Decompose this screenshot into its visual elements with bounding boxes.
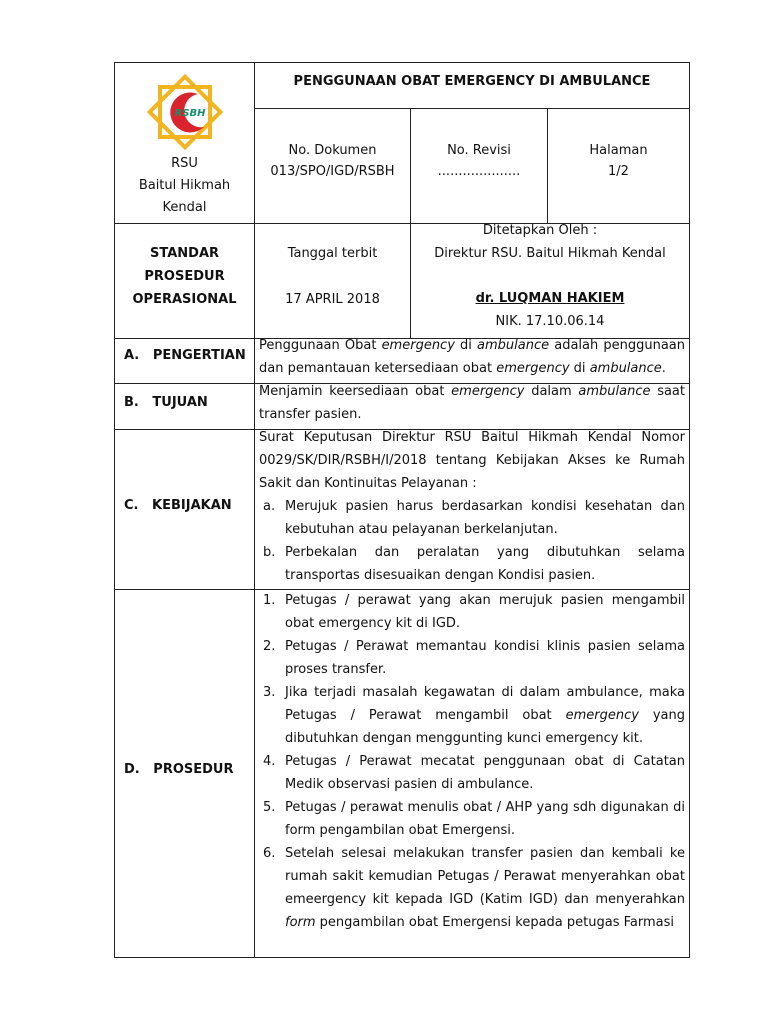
spo-line3: OPERASIONAL (132, 292, 237, 307)
section-a-content: Penggunaan Obat emergency di ambulance adalah penggunaan dan pemantauan ketersediaan obat emergency di ambulance. (259, 338, 685, 376)
revision-cell (411, 140, 547, 182)
logo-cell (115, 63, 254, 223)
spo-line2: PROSEDUR (144, 269, 225, 284)
issue-date-value: 17 APRIL 2018 (285, 292, 380, 307)
section-d-content (259, 589, 685, 934)
director-name: dr. LUQMAN HAKIEM (475, 291, 625, 306)
procedure-step-3: 3. Jika terjadi masalah kegawatan di dalam ambulance, maka Petugas / Perawat mengambil obat emergency yang dibutuhkan dengan menggunting kunci emergency kit. (263, 685, 685, 746)
policy-item-b: b. Perbekalan dan peralatan yang dibutuhkan selama transportas disesuaikan dengan Kondisi pasien. (263, 545, 685, 583)
approval-label: Ditetapkan Oleh : (482, 223, 598, 238)
policy-item-a: a. Merujuk pasien harus berdasarkan kondisi kesehatan dan kebutuhan atau pelayanan berkelanjutan. (263, 499, 685, 537)
section-b-content: Menjamin keersediaan obat emergency dalam ambulance saat transfer pasien. (259, 384, 685, 422)
doc-number-cell (255, 140, 410, 182)
spo-title-cell (115, 242, 254, 311)
director-nik: NIK. 17.10.06.14 (495, 314, 605, 329)
revision-label: No. Revisi (447, 143, 511, 158)
revision-value: .................... (437, 164, 521, 179)
org-name-line2: Baitul Hikmah (138, 178, 231, 193)
procedure-step-6: 6. Setelah selesai melakukan transfer pasien dan kembali ke rumah sakit kemudian Petugas / Perawat menyerahkan obat emeergency kit kepada IGD (Katim IGD) dan menyerahkan form pengambilan obat Emergensi kepada petugas Farmasi (263, 846, 685, 930)
procedure-step-5: 5. Petugas / perawat menulis obat / AHP yang sdh digunakan di form pengambilan obat Emergensi. (263, 800, 685, 838)
doc-number-label: No. Dokumen (288, 143, 377, 158)
org-name-line1: RSU (171, 156, 198, 171)
section-c-content (259, 426, 685, 587)
page-label: Halaman (589, 143, 648, 158)
doc-number-value: 013/SPO/IGD/RSBH (270, 164, 395, 179)
page-cell (548, 140, 689, 182)
spo-line1: STANDAR (149, 246, 220, 261)
page-value: 1/2 (608, 164, 629, 179)
director-title: Direktur RSU. Baitul Hikmah Kendal (434, 246, 666, 261)
approval-cell (411, 219, 689, 333)
procedure-step-1: 1. Petugas / perawat yang akan merujuk pasien mengambil obat emergency kit di IGD. (263, 593, 685, 631)
org-name-line3: Kendal (162, 200, 207, 215)
issue-date-cell (255, 242, 410, 311)
issue-date-label: Tanggal terbit (287, 246, 378, 261)
section-b-label: B. TUJUAN (124, 395, 208, 410)
section-c-label: C. KEBIJAKAN (124, 498, 232, 513)
procedure-step-2: 2. Petugas / Perawat memantau kondisi klinis pasien selama proses transfer. (263, 639, 685, 677)
section-d-label: D. PROSEDUR (124, 762, 234, 777)
section-a-label: A. PENGERTIAN (124, 348, 246, 363)
policy-intro: Surat Keputusan Direktur RSU Baitul Hikmah Kendal Nomor 0029/SK/DIR/RSBH/I/2018 tentang Kebijakan Akses ke Rumah Sakit dan Kontinuitas Pelayanan : (259, 430, 685, 491)
document-title: PENGGUNAAN OBAT EMERGENCY DI AMBULANCE (293, 74, 651, 89)
procedure-step-4: 4. Petugas / Perawat mecatat penggunaan obat di Catatan Medik observasi pasien di ambulance. (263, 754, 685, 792)
logo-text: RSBH (174, 108, 206, 119)
rsbh-logo (142, 69, 228, 155)
